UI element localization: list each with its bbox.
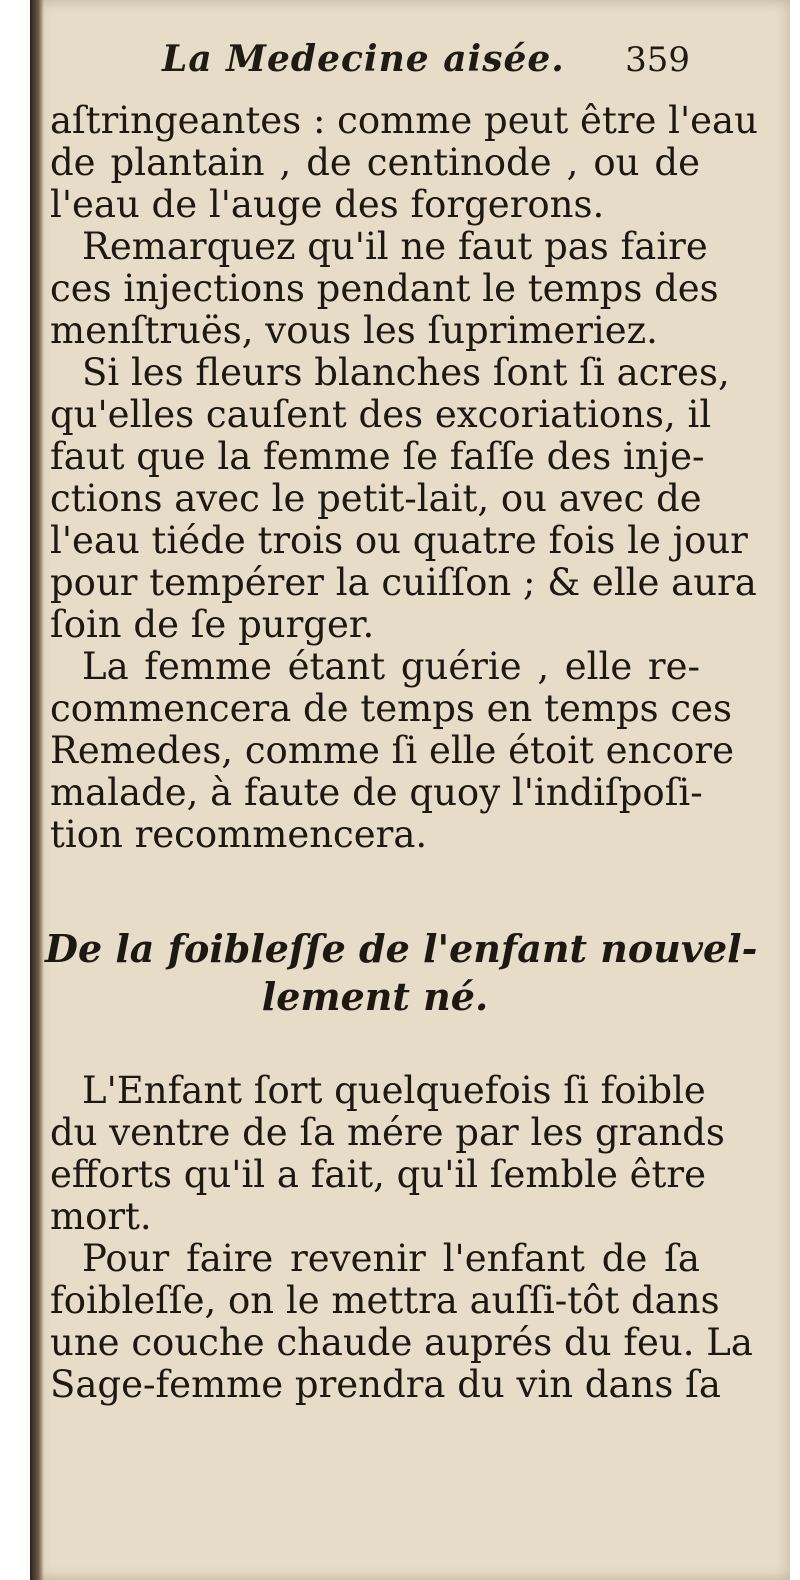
text-line: menſtruës, vous les ſuprimeriez. (50, 309, 658, 352)
text-line: mort. (50, 1195, 152, 1238)
text-line: Si les fleurs blanches ſont ſi acres, (82, 351, 730, 394)
book-spine-shadow (30, 0, 44, 1580)
text-line: Remarquez qu'il ne faut pas faire (82, 225, 708, 268)
text-line: faut que la femme ſe faſſe des inje- (50, 435, 705, 478)
section-heading (45, 925, 758, 1021)
text-block-bottom (50, 1069, 753, 1406)
text-line: foibleſſe, on le mettra auſſi-tôt dans (50, 1279, 720, 1322)
text-line: ſoin de ſe purger. (50, 603, 375, 646)
text-line: l'eau de l'auge des forgerons. (50, 183, 605, 226)
text-line: Sage-femme prendra du vin dans ſa (50, 1363, 721, 1406)
text-line: l'eau tiéde trois ou quatre fois le jour (50, 519, 748, 562)
text-line: Remedes, comme ſi elle étoit encore (50, 729, 734, 772)
text-block-top (50, 99, 758, 856)
text-line: du ventre de ſa mére par les grands (50, 1111, 725, 1154)
section-heading-line-2: lement né. (261, 974, 489, 1019)
text-line: La femme étant guérie , elle re- (82, 645, 700, 688)
text-line: malade, à faute de quoy l'indiſpoſi- (50, 771, 703, 814)
text-line: qu'elles cauſent des excoriations, il (50, 393, 712, 436)
text-line: efforts qu'il a fait, qu'il ſemble être (50, 1153, 706, 1196)
text-line: tion recommencera. (50, 813, 428, 856)
text-line: commencera de temps en temps ces (50, 687, 733, 730)
text-line: de plantain , de centinode , ou de (50, 141, 700, 184)
text-line: Pour faire revenir l'enfant de ſa (82, 1237, 700, 1280)
text-line: pour tempérer la cuiſſon ; & elle aura (50, 561, 757, 604)
text-line: une couche chaude auprés du feu. La (50, 1321, 753, 1364)
section-heading-line-1: De la foibleſſe de l'enfant nouvel- (45, 926, 758, 971)
running-title: La Medecine aisée. (162, 38, 565, 80)
page-header (70, 38, 690, 94)
page-number: 359 (625, 40, 690, 80)
text-line: ctions avec le petit-lait, ou avec de (50, 477, 702, 520)
text-line: aſtringeantes : comme peut être l'eau (50, 99, 758, 142)
text-line: L'Enfant ſort quelquefois ſi foible (82, 1069, 706, 1112)
text-line: ces injections pendant le temps des (50, 267, 719, 310)
